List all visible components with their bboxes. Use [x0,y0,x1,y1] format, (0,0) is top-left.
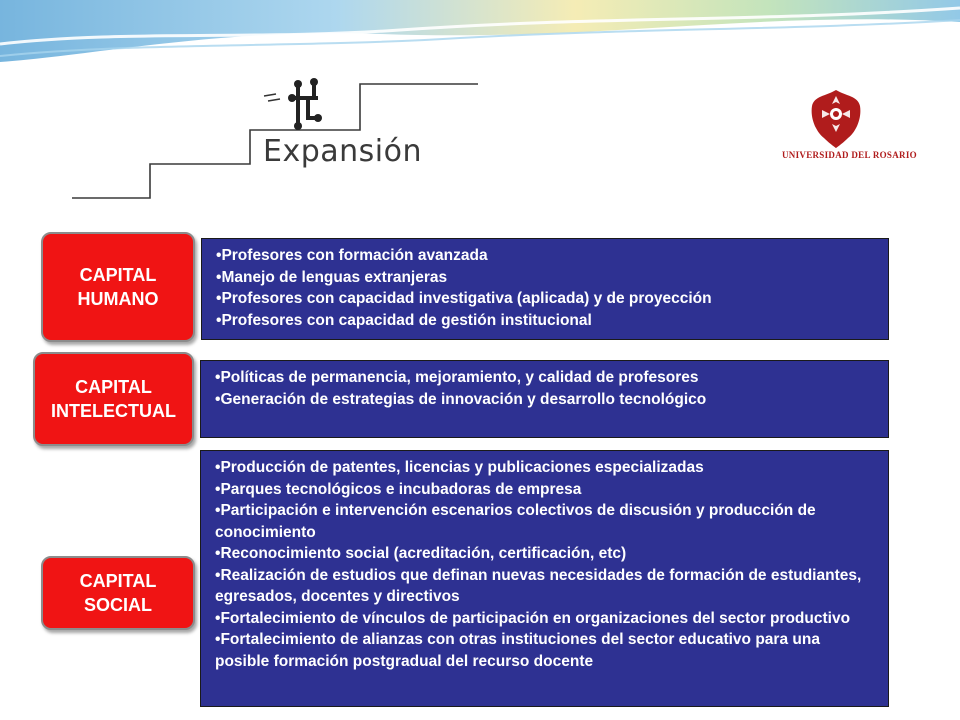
page-title: Expansión [263,134,422,169]
list-item: • Fortalecimiento de vínculos de participación en organizaciones del sector productivo [215,608,878,630]
list-item: • Realización de estudios que definan nuevas necesidades de formación de estudiantes, egresados, docentes y directivos [215,565,878,608]
expansion-logo-icon [262,76,342,132]
list-item: • Profesores con capacidad investigativa (aplicada) y de proyección [216,288,878,310]
decorative-wave-banner [0,0,960,80]
list-item: • Profesores con capacidad de gestión institucional [216,310,878,332]
section-label: CAPITAL SOCIAL [79,571,157,615]
staircase-graphic [0,70,500,210]
info-box-capital-social [200,450,889,707]
label-capital-intelectual [33,352,194,446]
label-capital-humano [41,232,195,342]
list-item: • Producción de patentes, licencias y publicaciones especializadas [215,457,878,479]
list-item: • Fortalecimiento de alianzas con otras instituciones del sector educativo para una posible formación postgradual del recurso docente [215,629,878,672]
university-name: UNIVERSIDAD DEL ROSARIO [782,150,917,160]
list-item: • Reconocimiento social (acreditación, certificación, etc) [215,543,878,565]
section-label: CAPITAL HUMANO [77,265,159,309]
list-item: • Participación e intervención escenarios colectivos de discusión y producción de conocimiento [215,500,878,543]
section-label: CAPITAL INTELECTUAL [51,377,176,421]
info-box-capital-humano [201,238,889,340]
list-item: • Parques tecnológicos e incubadoras de empresa [215,479,878,501]
list-item: • Generación de estrategias de innovación y desarrollo tecnológico [215,389,878,411]
list-item: • Profesores con formación avanzada [216,245,878,267]
list-item: • Políticas de permanencia, mejoramiento, y calidad de profesores [215,367,878,389]
label-capital-social [41,556,195,630]
list-item: • Manejo de lenguas extranjeras [216,267,878,289]
university-crest-logo [806,88,866,150]
info-box-capital-intelectual [200,360,889,438]
